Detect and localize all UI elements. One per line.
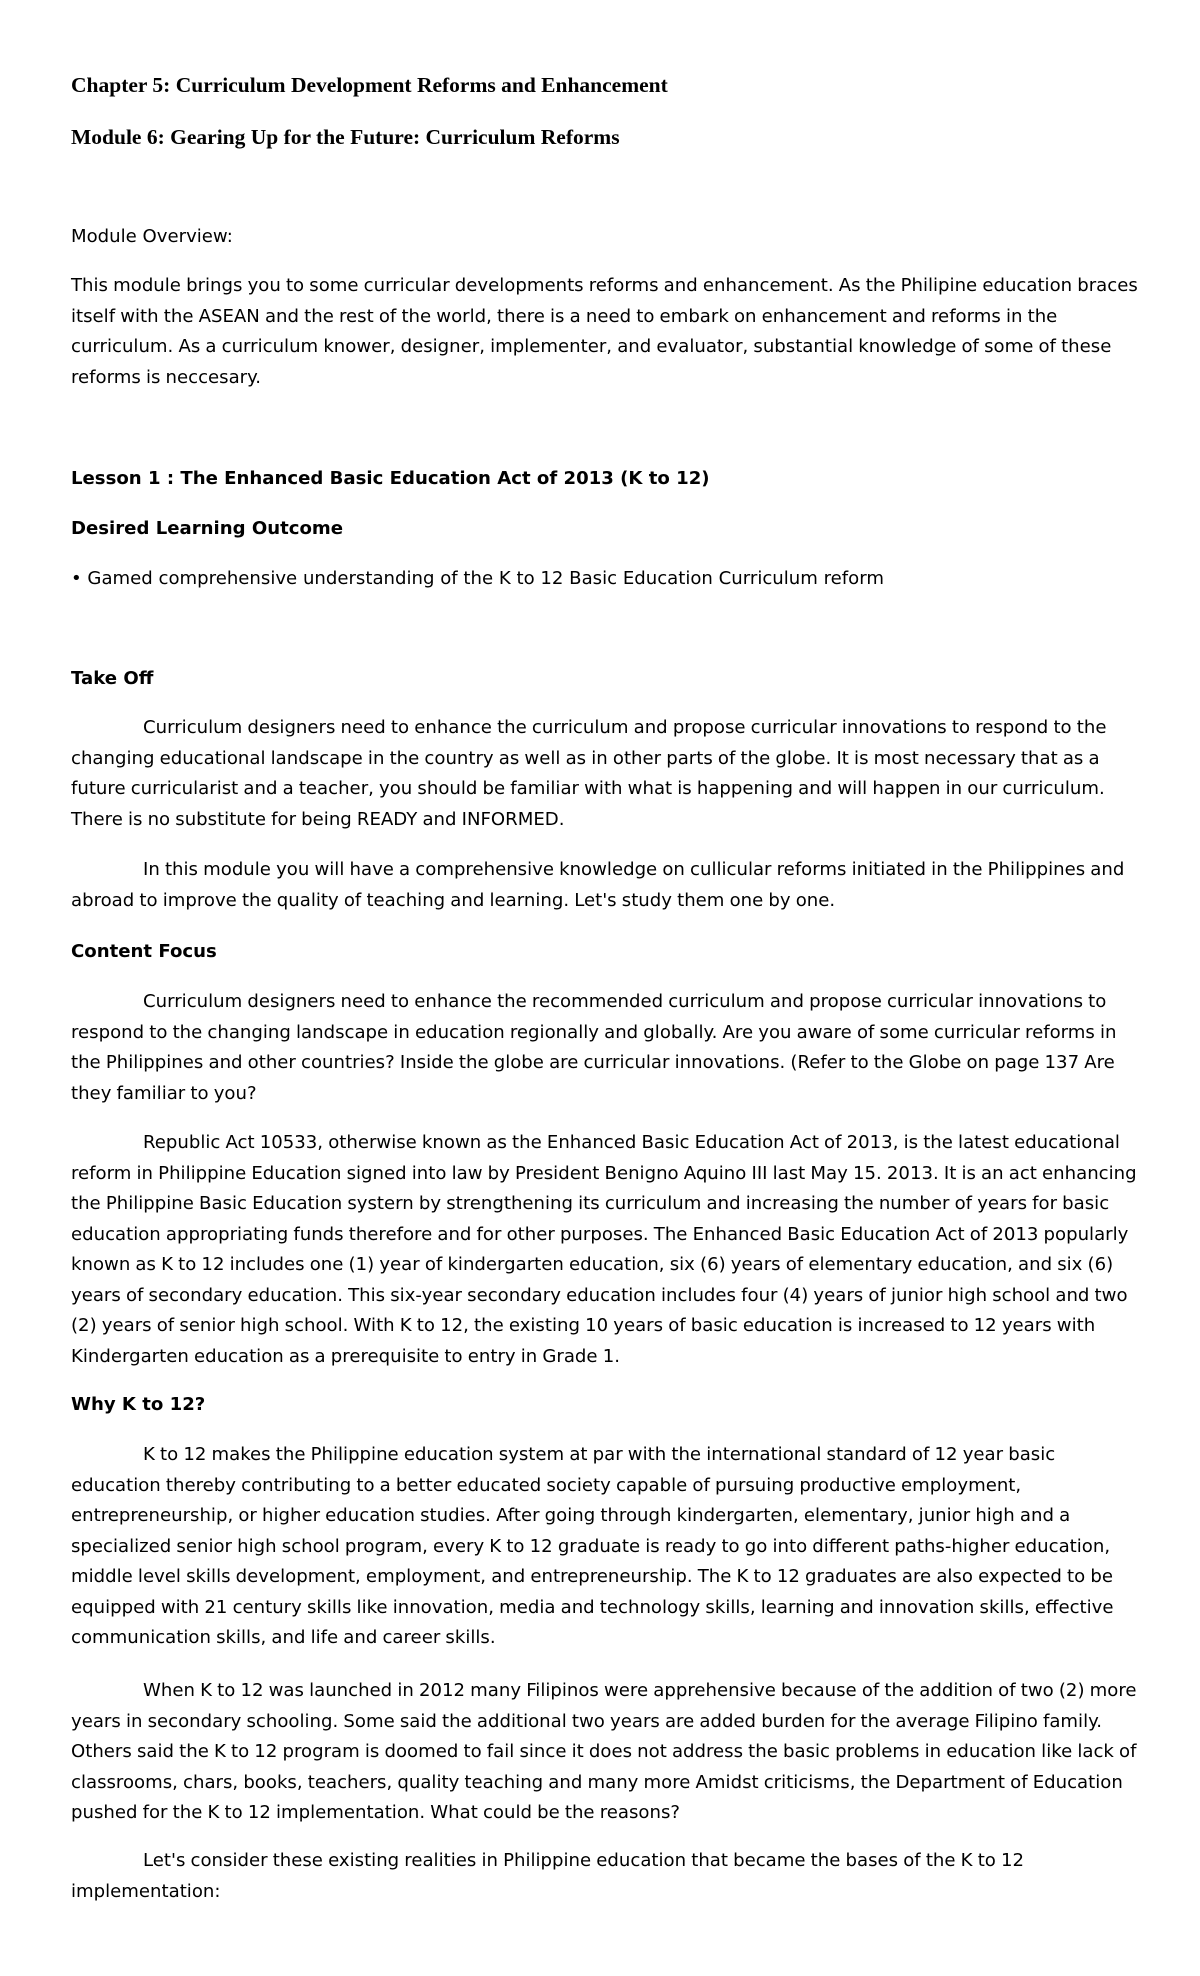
why-k-to-12-paragraph-1: K to 12 makes the Philippine education system at par with the international standard of 12 year basic education thereby contributing to a better educated society capable of pursuing productive employment, entrepreneurship, or higher education studies. After going through kindergarten, elementary, junior high and a specialized senior high school program, every K to 12 graduate is ready to go into different paths-higher education, middle level skills development, employment, and entrepreneurship. The K to 12 graduates are also expected to be equipped with 21 century skills like innovation, media and technology skills, learning and innovation skills, effective communication skills, and life and career skills. bbox=[71, 1444, 1114, 1648]
why-k-to-12-paragraph-2: When K to 12 was launched in 2012 many Filipinos were apprehensive because of the addition of two (2) more years in secondary schooling. Some said the additional two years are added burden for the average Filipino family. Others said the K to 12 program is doomed to fail since it does not address the basic problems in education like lack of classrooms, chars, books, teachers, quality teaching and many more Amidst criticisms, the Department of Education pushed for the K to 12 implementation. What could be the reasons? bbox=[71, 1680, 1137, 1823]
content-focus-heading: Content Focus bbox=[71, 941, 217, 962]
take-off-paragraph-2: In this module you will have a comprehensive knowledge on cullicular reforms initiated in the Philippines and abroad to improve the quality of teaching and learning. Let's study them one by one. bbox=[71, 859, 1125, 911]
content-focus-paragraph-1: Curriculum designers need to enhance the recommended curriculum and propose curricular innovations to respond to the changing landscape in education regionally and globally. Are you aware of some curricular reforms in the Philippines and other countries? Inside the globe are curricular innovations. (Refer to the Globe on page 137 Are they familiar to you? bbox=[71, 991, 1117, 1104]
why-k-to-12-heading: Why K to 12? bbox=[71, 1394, 206, 1415]
module-title: Module 6: Gearing Up for the Future: Curriculum Reforms bbox=[71, 125, 620, 149]
content-focus-paragraph-2: Republic Act 10533, otherwise known as the Enhanced Basic Education Act of 2013, is the latest educational reform in Philippine Education signed into law by President Benigno Aquino III last May 15. 2013. It is an act enhancing the Philippine Basic Education systern by strengthening its curriculum and increasing the number of years for basic education appropriating funds therefore and for other purposes. The Enhanced Basic Education Act of 2013 popularly known as K to 12 includes one (1) year of kindergarten education, six (6) years of elementary education, and six (6) years of secondary education. This six-year secondary education includes four (4) years of junior high school and two (2) years of senior high school. With K to 12, the existing 10 years of basic education is increased to 12 years with Kindergarten education as a prerequisite to entry in Grade 1. bbox=[71, 1132, 1137, 1367]
take-off-heading: Take Off bbox=[71, 668, 154, 689]
chapter-title: Chapter 5: Curriculum Development Reforms and Enhancement bbox=[71, 73, 668, 97]
module-overview-text: This module brings you to some curricular developments reforms and enhancement. As the Philipine education braces itself with the ASEAN and the rest of the world, there is a need to embark on enhancement and reforms in the curriculum. As a curriculum knower, designer, implementer, and evaluator, substantial knowledge of some of these reforms is neccesary. bbox=[71, 275, 1138, 388]
module-overview-label: Module Overview: bbox=[71, 226, 233, 247]
why-k-to-12-paragraph-3: Let's consider these existing realities in Philippine education that became the bases of the K to 12 implementation: bbox=[71, 1850, 1025, 1902]
learning-outcome-bullet: • Gamed comprehensive understanding of the K to 12 Basic Education Curriculum reform bbox=[71, 568, 884, 589]
lesson-title: Lesson 1 : The Enhanced Basic Education Act of 2013 (K to 12) bbox=[71, 468, 710, 489]
take-off-paragraph-1: Curriculum designers need to enhance the curriculum and propose curricular innovations to respond to the changing educational landscape in the country as well as in other parts of the globe. It is most necessary that as a future curricularist and a teacher, you should be familiar with what is happening and will happen in our curriculum. There is no substitute for being READY and INFORMED. bbox=[71, 717, 1107, 830]
learning-outcome-heading: Desired Learning Outcome bbox=[71, 518, 344, 539]
